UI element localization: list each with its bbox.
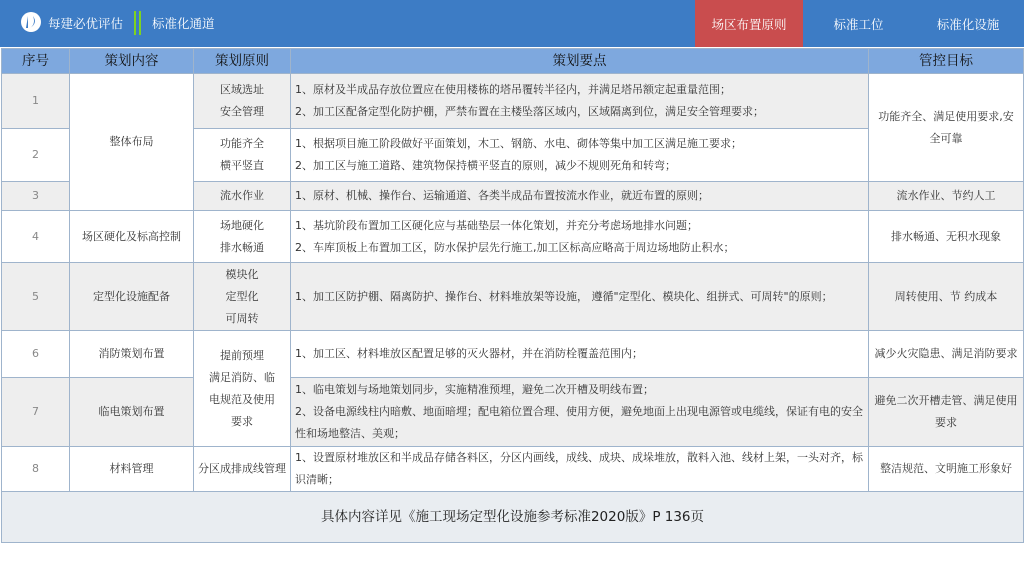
point-line: 2、设备电源线柱内暗敷、地面暗埋；配电箱位置合理、使用方便，避免地面上出现电源管或电缆线，保证有电的安全性和场地整洁、美观；: [295, 405, 863, 440]
row-points: [291, 74, 869, 129]
subtitle: 标准化通道: [152, 16, 215, 31]
principle-line: 电规范及使用: [209, 392, 275, 406]
row-goal: 减少火灾隐患、满足消防要求: [869, 331, 1024, 378]
row-content: 临电策划布置: [70, 378, 194, 447]
table-row: [2, 74, 1024, 129]
row-points: 1、设置原材堆放区和半成品存储各料区，分区内画线，成线、成块、成垛堆放，散料入池、线材上架，一头对齐，标识清晰；: [291, 447, 869, 492]
principle-line: 横平竖直: [220, 159, 264, 172]
principle-line: 要求: [231, 414, 253, 428]
row-index: 1: [2, 74, 70, 129]
row-principle: [194, 74, 291, 129]
row-points: [291, 211, 869, 263]
row-index: 3: [2, 182, 70, 211]
row-points: 1、原材、机械、操作台、运输通道、各类半成品布置按流水作业，就近布置的原则；: [291, 182, 869, 211]
tab-standard-workstation[interactable]: 标准工位: [833, 16, 884, 32]
principle-line: 模块化: [225, 267, 259, 281]
principle-line: 排水畅通: [220, 240, 264, 254]
table-row: [2, 331, 1024, 378]
row-index: 2: [2, 129, 70, 182]
row-principle: [194, 211, 291, 263]
table-row: [2, 211, 1024, 263]
row-principle: [194, 331, 291, 447]
row-principle: 流水作业: [194, 182, 291, 211]
col-header-points: 策划要点: [291, 49, 869, 74]
row-principle: [194, 129, 291, 182]
row-content: 消防策划布置: [70, 331, 194, 378]
row-goal: 整洁规范、文明施工形象好: [869, 447, 1024, 492]
principle-line: 安全管理: [220, 105, 264, 118]
table-footer-row: [2, 492, 1024, 543]
principle-line: 区域选址: [220, 83, 264, 96]
point-line: 2、车库顶板上布置加工区，防水保护层先行施工,加工区标高应略高于周边场地防止积水；: [295, 240, 735, 254]
principle-line: 功能齐全: [220, 137, 264, 150]
principle-line: 满足消防、临: [209, 370, 275, 384]
point-line: 2、加工区与施工道路、建筑物保持横平竖直的原则，减少不规则死角和转弯；: [295, 159, 676, 172]
table-row: [2, 378, 1024, 447]
row-points: [291, 378, 869, 447]
row-index: 8: [2, 447, 70, 492]
point-line: 2、加工区配备定型化防护棚，严禁布置在主楼坠落区域内，区域隔离到位，满足安全管理要求；: [295, 105, 764, 118]
principle-line: 提前预埋: [220, 348, 264, 362]
col-header-goal: 管控目标: [869, 49, 1024, 74]
row-principle: [194, 263, 291, 331]
row-content: 整体布局: [70, 74, 194, 211]
top-bar: [0, 0, 1024, 47]
tab-site-layout[interactable]: 场区布置原则: [695, 0, 803, 47]
point-line: 1、根据项目施工阶段做好平面策划，木工、钢筋、水电、砌体等集中加工区满足施工要求；: [295, 137, 742, 150]
row-points: 1、加工区、材料堆放区配置足够的灭火器材，并在消防栓覆盖范围内；: [291, 331, 869, 378]
row-goal: 功能齐全、满足使用要求,安全可靠: [869, 74, 1024, 182]
row-points: [291, 129, 869, 182]
point-line: 1、原材及半成品存放位置应在使用楼栋的塔吊覆转半径内，并满足塔吊额定起重量范围；: [295, 83, 731, 96]
row-index: 4: [2, 211, 70, 263]
col-header-content: 策划内容: [70, 49, 194, 74]
row-index: 5: [2, 263, 70, 331]
point-line: 1、基坑阶段布置加工区硬化应与基础垫层一体化策划，并充分考虑场地排水问题；: [295, 218, 698, 232]
point-line: 1、临电策划与场地策划同步，实施精准预埋，避免二次开槽及明线布置；: [295, 383, 654, 396]
table-header-row: [2, 49, 1024, 74]
row-points: 1、加工区防护棚、隔离防护、操作台、材料堆放架等设施， 遵循"定型化、模块化、组拼式、可周转"的原则；: [291, 263, 869, 331]
row-goal: 避免二次开槽走管、满足使用要求: [869, 378, 1024, 447]
row-goal: 流水作业、节约人工: [869, 182, 1024, 211]
brand-logo-icon: [20, 11, 42, 33]
brand-name: 每建必优评估: [48, 16, 124, 31]
row-principle: 分区成排成线管理: [194, 447, 291, 492]
reference-note: 具体内容详见《施工现场定型化设施参考标准2020版》P 136页: [2, 492, 1024, 543]
principle-line: 定型化: [225, 289, 259, 303]
row-content: 场区硬化及标高控制: [70, 211, 194, 263]
table-row: [2, 447, 1024, 492]
principle-line: 可周转: [225, 311, 259, 325]
row-content: 材料管理: [70, 447, 194, 492]
row-goal: 排水畅通、无积水现象: [869, 211, 1024, 263]
row-content: 定型化设施配备: [70, 263, 194, 331]
planning-table: [1, 48, 1024, 543]
tab-standard-facilities[interactable]: 标准化设施: [936, 16, 1000, 32]
col-header-principle: 策划原则: [194, 49, 291, 74]
col-header-index: 序号: [2, 49, 70, 74]
row-index: 6: [2, 331, 70, 378]
row-goal: 周转使用、节 约成本: [869, 263, 1024, 331]
principle-line: 场地硬化: [220, 218, 264, 232]
table-row: [2, 263, 1024, 331]
row-index: 7: [2, 378, 70, 447]
